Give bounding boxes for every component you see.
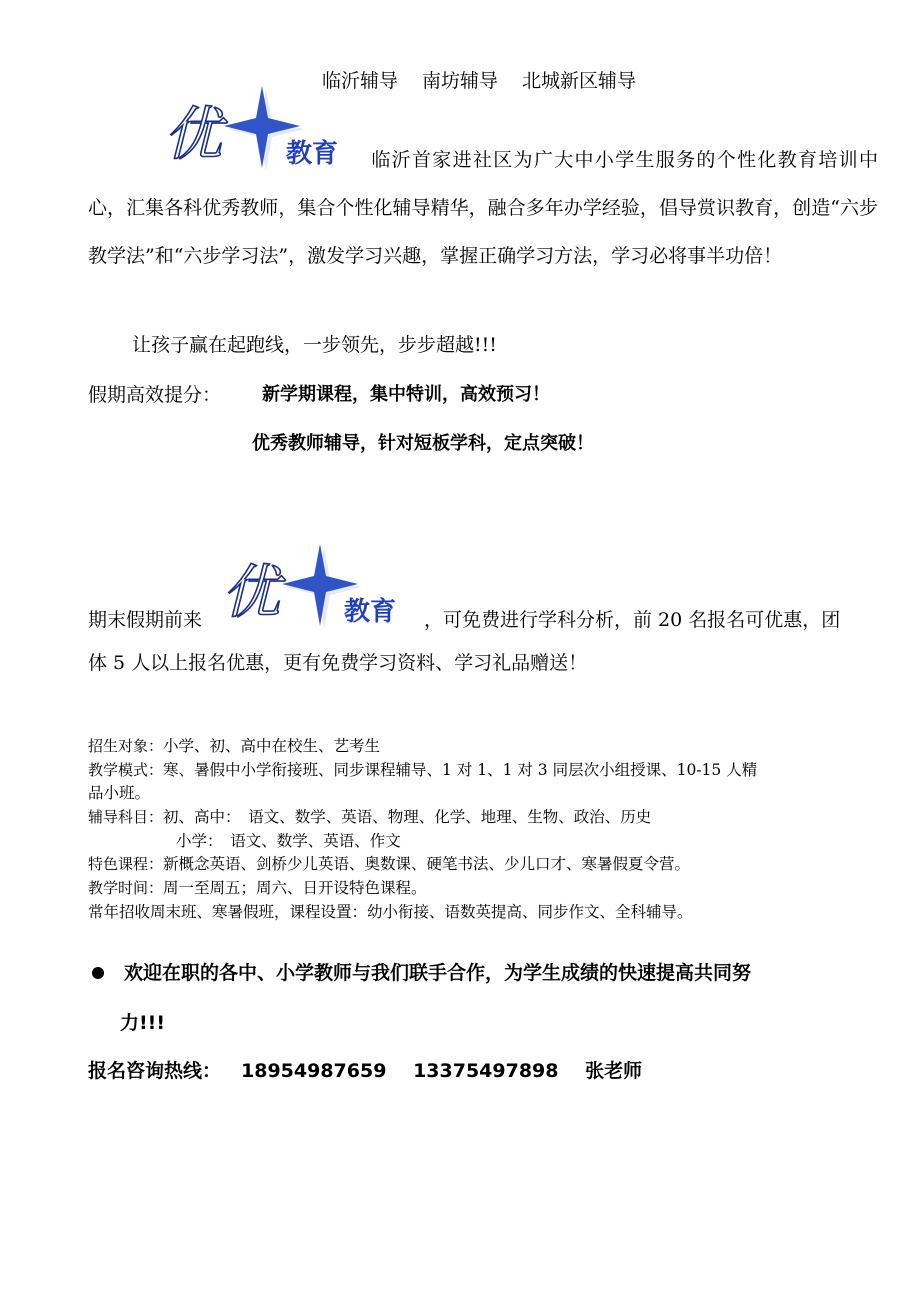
promo-before: 期末假期前来 (88, 609, 203, 631)
hotline-phone-2: 13375497898 (413, 1060, 559, 1082)
holiday-line-2: 优秀教师辅导，针对短板学科，定点突破！ (252, 433, 594, 454)
info-special (88, 852, 878, 876)
holiday-line-1: 新学期课程，集中特训，高效预习！ (262, 384, 550, 405)
info-subjects-primary: 小学： 语文、数学、英语、作文 (176, 832, 401, 850)
info-subjects-mid: 初、高中： 语文、数学、英语、物理、化学、地理、生物、政治、历史 (163, 808, 652, 826)
welcome-line-1: 欢迎在职的各中、小学教师与我们联手合作，为学生成绩的快速提高共同努 (124, 962, 752, 984)
promo-line-2: 体 5 人以上报名优惠，更有免费学习资料、学习礼品赠送！ (88, 652, 588, 674)
hotline (88, 1056, 642, 1083)
info-mode-label: 教学模式： (88, 761, 164, 779)
info-time-label: 教学时间： (88, 879, 164, 897)
info-subjects (88, 805, 878, 829)
welcome-bullet (88, 958, 751, 985)
hotline-contact: 张老师 (585, 1060, 643, 1082)
info-target-value: 小学、初、高中在校生、艺考生 (163, 737, 381, 755)
info-special-label: 特色课程： (88, 855, 164, 873)
logo-text: 教育 (344, 597, 397, 627)
slogan: 让孩子赢在起跑线，一步领先，步步超越!!! (132, 334, 497, 356)
logo-char: 优 (222, 558, 281, 626)
info-mode (88, 758, 878, 782)
info-note: 常年招收周末班、寒暑假班，课程设置：幼小衔接、语数英提高、同步作文、全科辅导。 (88, 903, 693, 921)
page-header: 临沂辅导 南坊辅导 北城新区辅导 (321, 70, 637, 92)
info-time-value: 周一至周五；周六、日开设特色课程。 (163, 879, 427, 897)
info-target-label: 招生对象： (88, 737, 164, 755)
logo-text: 教育 (286, 139, 339, 169)
logo-char: 优 (164, 100, 223, 168)
info-target (88, 734, 878, 758)
info-mode-cont: 品小班。 (88, 784, 151, 802)
logo-secondary (220, 540, 410, 632)
info-mode-value: 寒、暑假中小学衔接班、同步课程辅导、1 对 1、1 对 3 同层次小组授课、10-15 人精 (163, 761, 758, 779)
info-subjects-label: 辅导科目： (88, 808, 164, 826)
holiday-label: 假期高效提分： (88, 384, 222, 406)
bullet-icon (92, 967, 104, 979)
hotline-label: 报名咨询热线： (88, 1060, 222, 1082)
info-special-value: 新概念英语、剑桥少儿英语、奥数课、硬笔书法、少儿口才、寒暑假夏令营。 (163, 855, 691, 873)
welcome-line-2: 力!!! (120, 1012, 165, 1034)
logo-graphic (220, 540, 410, 632)
promo-after: ，可免费进行学科分析，前 20 名报名可优惠，团 (424, 609, 841, 631)
intro-text: 临沂首家进社区为广大中小学生服务的个性化教育培训中心，汇集各科优秀教师，集合个性化辅导精华，融合多年办学经验，倡导赏识教育，创造“六步教学法”和“六步学习法”，激发学习兴趣，掌握正确学习方法，学习必将事半功倍！ (88, 149, 878, 267)
info-time (88, 876, 878, 900)
intro-paragraph (88, 136, 878, 280)
hotline-phone-1: 18954987659 (241, 1060, 387, 1082)
